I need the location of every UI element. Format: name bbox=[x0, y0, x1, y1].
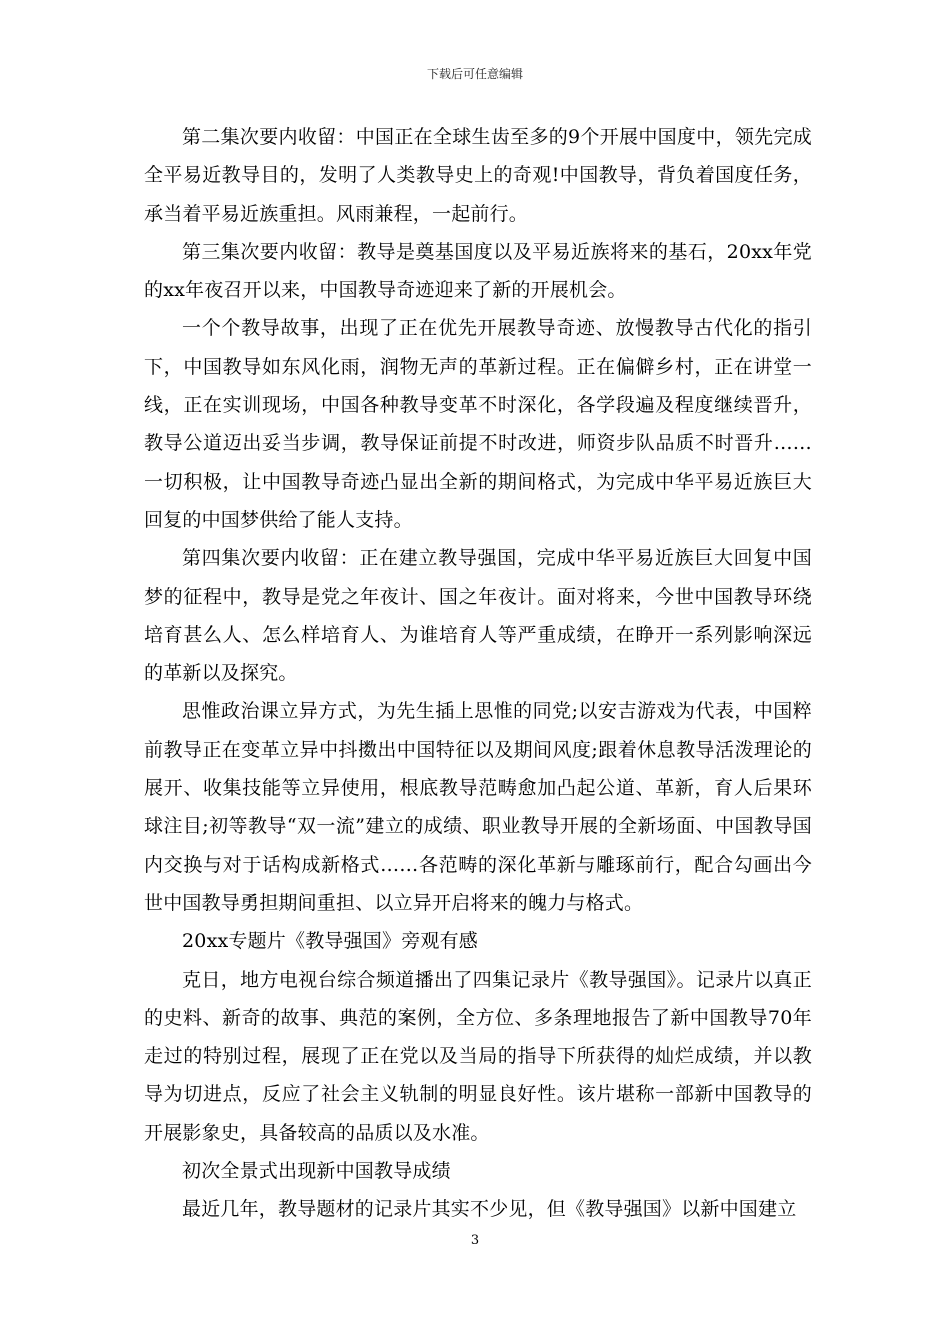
paragraph-education-stories: 一个个教导故事，出现了正在优先开展教导奇迹、放慢教导古代化的指引下，中国教导如东风化雨，润物无声的革新过程。正在偏僻乡村，正在讲堂一线，正在实训现场，中国各种教导变革不时深化，各学段遍及程度继续晋升，教导公道迈出妥当步调，教导保证前提不时改进，师资步队品质不时晋升……一切积极，让中国教导奇迹凸显出全新的期间格式，为完成中华平易近族巨大回复的中国梦供给了能人支持。 bbox=[144, 317, 812, 531]
page-number: 3 bbox=[470, 1233, 480, 1248]
paragraph-episode-two: 第二集次要内收留：中国正在全球生齿至多的9个开展中国度中，领先完成全平易近教导目的，发明了人类教导史上的奇观!中国教导，背负着国度任务，承当着平易近族重担。风雨兼程，一起前行。 bbox=[144, 126, 812, 225]
paragraph-recent-years: 最近几年，教导题材的记录片其实不少见，但《教导强国》以新中国建立 bbox=[182, 1198, 797, 1221]
section-heading-panorama: 初次全景式出现新中国教导成绩 bbox=[182, 1160, 451, 1183]
section-heading-review: 20xx专题片《教导强国》旁观有感 bbox=[182, 930, 479, 953]
paragraph-innovation: 思惟政治课立异方式，为先生插上思惟的同党;以安吉游戏为代表，中国粹前教导正在变革立异中抖擞出中国特征以及期间风度;跟着休息教导活泼理论的展开、收集技能等立异使用，根底教导范畴愈加凸起公道、革新，育人后果环球注目;初等教导“双一流”建立的成绩、职业教导开展的全新场面、中国教导国内交换与对于话构成新格式……各范畴的深化革新与雕琢前行，配合勾画出今世中国教导勇担期间重担、以立异开启将来的魄力与格式。 bbox=[144, 700, 812, 914]
paragraph-episode-three: 第三集次要内收留：教导是奠基国度以及平易近族将来的基石，20xx年党的xx年夜召开以来，中国教导奇迹迎来了新的开展机会。 bbox=[144, 240, 812, 302]
page-header-note: 下载后可任意编辑 bbox=[426, 67, 523, 81]
paragraph-documentary-intro: 克日，地方电视台综合频道播出了四集记录片《教导强国》。记录片以真正的史料、新奇的故事、典范的案例，全方位、多条理地报告了新中国教导70年走过的特别过程，展现了正在党以及当局的指导下所获得的灿烂成绩，并以教导为切进点，反应了社会主义轨制的明显良好性。该片堪称一部新中国教导的开展影象史，具备较高的品质以及水准。 bbox=[144, 968, 812, 1144]
document-body bbox=[144, 118, 812, 1229]
paragraph-episode-four: 第四集次要内收留：正在建立教导强国，完成中华平易近族巨大回复中国梦的征程中，教导是党之年夜计、国之年夜计。面对将来，今世中国教导环绕培育甚么人、怎么样培育人、为谁培育人等严重成绩，在睁开一系列影响深远的革新以及探究。 bbox=[144, 547, 812, 685]
